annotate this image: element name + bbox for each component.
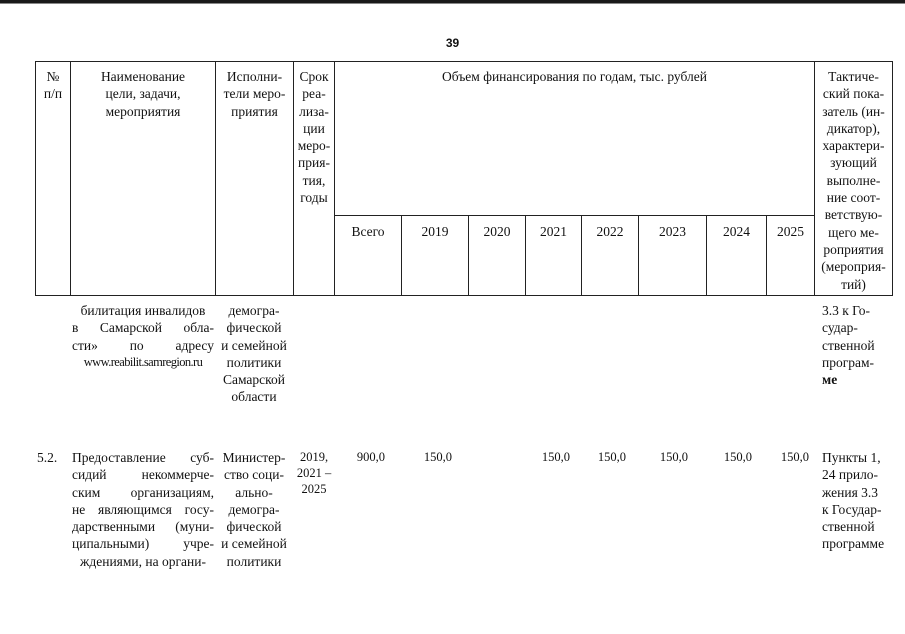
row-52-executors: Министер- ство соци- ально- демогра- фической и семейной политики	[221, 450, 287, 569]
page-number: 39	[445, 36, 460, 50]
row-52-2025: 150,0	[780, 450, 809, 464]
header-year-2024: 2024	[723, 224, 750, 239]
header-indicator: Тактиче- ский пока- затель (ин- дикатор), характери- зующий выполне- ние соот- ветствую- щего ме- роприятия (мероприя- тий)	[821, 69, 886, 292]
row-52-total: 900,0	[356, 450, 385, 464]
row-52-indicator: Пункты 1, 24 прило- жения 3.3 к Государ- ственной программе	[822, 450, 885, 552]
row-52-2021: 150,0	[541, 450, 570, 464]
row-52-2019: 150,0	[423, 450, 452, 464]
header-num: № п/п	[43, 69, 63, 102]
scan-edge-shadow	[0, 3, 905, 4]
header-year-2019: 2019	[421, 224, 449, 239]
header-year-2022: 2022	[596, 224, 624, 239]
row-52-2022: 150,0	[597, 450, 626, 464]
header-year-2023: 2023	[659, 224, 686, 239]
row-cont-executors: демогра- фической и семейной политики Самарской области	[221, 303, 287, 405]
row-52-term: 2019, 2021 – 2025	[296, 450, 332, 496]
header-funding-title: Объем финансирования по годам, тыс. рублей	[442, 69, 707, 84]
row-52-num: 5.2.	[37, 450, 58, 465]
header-name: Наименование цели, задачи, мероприятия	[100, 69, 186, 119]
header-executors: Исполни- тели меро- приятия	[223, 69, 286, 119]
header-year-2020: 2020	[483, 224, 511, 239]
header-term: Срок реа- лиза- ции меро- прия- тия, годы	[297, 69, 331, 206]
row-52-2024: 150,0	[723, 450, 752, 464]
row-cont-indicator: 3.3 к Го- судар- ственной програм- ме	[822, 303, 875, 388]
row-52-2023: 150,0	[659, 450, 688, 464]
header-year-2021: 2021	[540, 224, 567, 239]
header-year-2025: 2025	[777, 224, 804, 239]
row-cont-name: билитация инвалидов в Самарской обла- сти» по адресу www.reabilit.samregion.ru	[72, 303, 214, 369]
row-52-name: Предоставление суб- сидий некоммерче- ским организациям, не являющимся госу- дарственными (муни- ципальными) учре- ждениями, на органи-	[72, 450, 214, 569]
header-year-total: Всего	[351, 224, 385, 239]
